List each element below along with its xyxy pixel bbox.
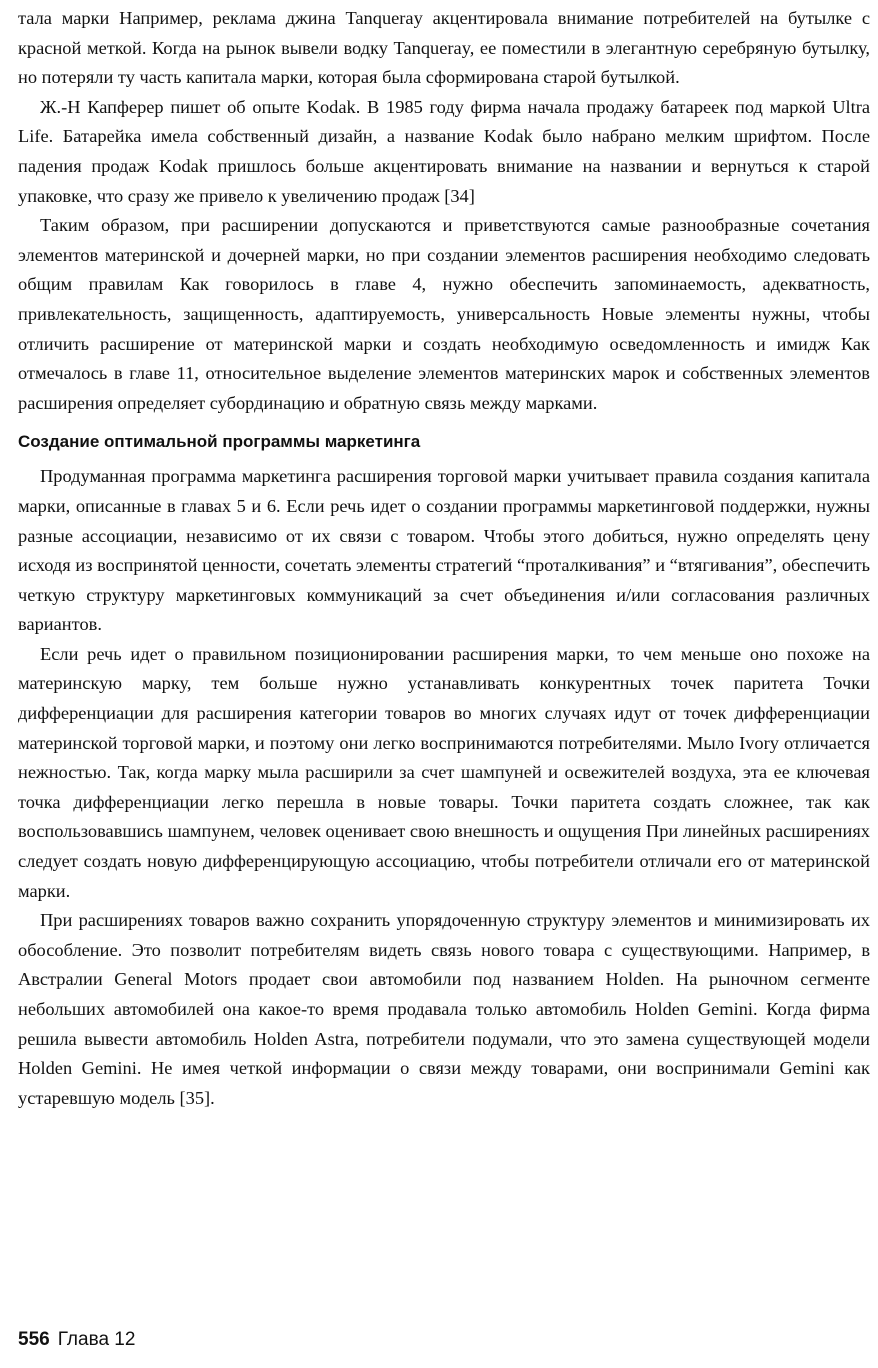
- document-page: [18, 4, 870, 1364]
- paragraph-holden: При расширениях товаров важно сохранить упорядоченную структуру элементов и минимизировать их обособление. Это позволит потребителям видеть связь нового товара с существующими. Например, в Австралии General Motors продает свои автомобили под названием Holden. На рыночном сегменте небольших автомобилей она какое-то время продавала только автомобиль Holden Gemini. Когда фирма решила вывести автомобиль Holden Astra, потребители подумали, что это замена существующей модели Holden Gemini. Не имея четкой информации о связи между товарами, они воспринимали Gemini как устаревшую модель [35].: [18, 910, 870, 1108]
- page-footer: [18, 1328, 135, 1352]
- paragraph-tanqueray: тала марки Например, реклама джина Tanqueray акцентировала внимание потребителей на бутылке с красной меткой. Когда на рынок вывели водку Tanqueray, ее поместили в элегантную серебряную бутылку, но потеряли ту часть капитала марки, которая была сформирована старой бутылкой.: [18, 8, 870, 88]
- page-number: 556: [18, 1329, 50, 1350]
- section-heading: Создание оптимальной программы маркетинга: [18, 432, 421, 452]
- paragraph-positioning: Если речь идет о правильном позиционировании расширения марки, то чем меньше оно похоже на материнскую марку, тем больше нужно устанавливать конкурентных точек паритета Точки дифференциации для расширения категории товаров во многих случаях идут от точек дифференциации материнской торговой марки, и поэтому они легко воспринимаются потребителями. Мыло Ivory отличается нежностью. Так, когда марку мыла расширили за счет шампуней и освежителей воздуха, эта ее ключевая точка дифференциации легко перешла в новые товары. Точки паритета создать сложнее, так как воспользовавшись шампунем, человек оценивает свою внешность и ощущения При линейных расширениях следует создать новую дифференцирующую ассоциацию, чтобы потребители отличали его от материнской марки.: [18, 643, 870, 901]
- chapter-label: Глава 12: [57, 1329, 136, 1350]
- paragraph-kodak: Ж.-Н Капферер пишет об опыте Kodak. В 1985 году фирма начала продажу батареек под маркой Ultra Life. Батарейка имела собственный дизайн, а название Kodak было набрано мелким шрифтом. После падения продаж Kodak пришлось больше акцентировать внимание на названии и вернуться к старой упаковке, что сразу же привело к увеличению продаж [34]: [18, 96, 870, 206]
- paragraph-marketing-program: Продуманная программа маркетинга расширения торговой марки учитывает правила создания капитала марки, описанные в главах 5 и 6. Если речь идет о создании программы маркетинговой поддержки, нужны разные ассоциации, независимо от их связи с товаром. Чтобы этого добиться, нужно определять цену исходя из воспринятой ценности, сочетать элементы стратегий “проталкивания” и “втягивания”, обеспечить четкую структуру маркетинговых коммуникаций за счет объединения и/или согласования различных вариантов.: [18, 466, 870, 635]
- paragraph-extension-elements: Таким образом, при расширении допускаются и приветствуются самые разнообразные сочетания элементов материнской и дочерней марки, но при создании элементов расширения необходимо следовать общим правилам Как говорилось в главе 4, нужно обеспечить запоминаемость, адекватность, привлекательность, защищенность, адаптируемость, универсальность Новые элементы нужны, чтобы отличить расширение от материнской марки и создать необходимую осведомленность и имидж Как отмечалось в главе 11, относительное выделение элементов материнских марок и собственных элементов расширения определяет субординацию и обратную связь между марками.: [18, 215, 870, 413]
